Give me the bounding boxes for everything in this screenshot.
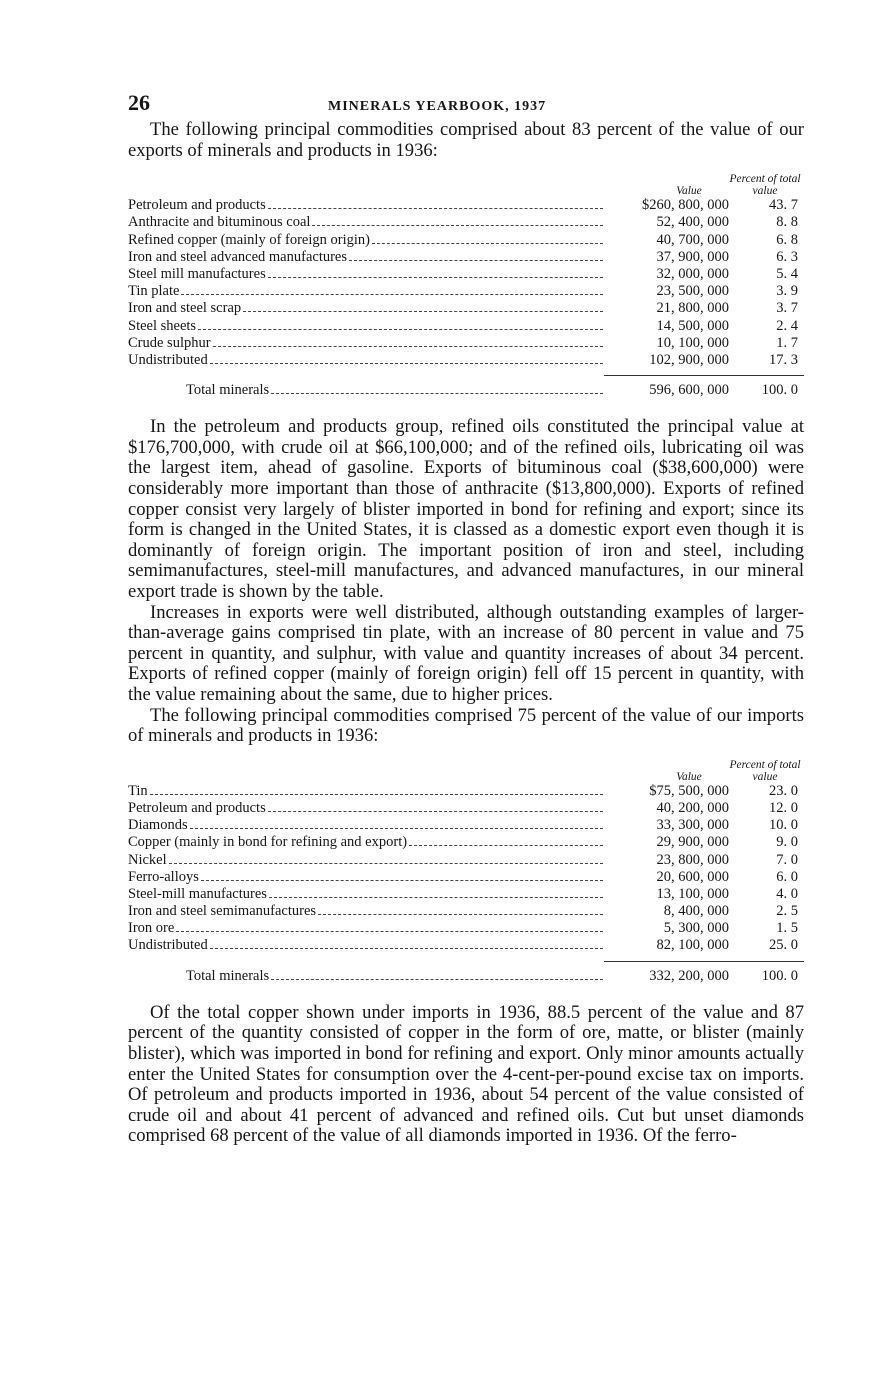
row-value: 13, 100, 000 bbox=[656, 885, 729, 902]
dot-leader bbox=[269, 897, 603, 898]
exports-table-body bbox=[128, 197, 804, 369]
exports-total-rule bbox=[604, 375, 804, 376]
dot-leader bbox=[176, 931, 603, 932]
dot-leader bbox=[271, 393, 603, 394]
table-row bbox=[128, 937, 804, 954]
row-percent: 25. 0 bbox=[769, 937, 798, 954]
table-row bbox=[128, 800, 804, 817]
row-label: Iron and steel advanced manufactures bbox=[128, 248, 348, 265]
imports-table-body bbox=[128, 783, 804, 955]
row-value: 596, 600, 000 bbox=[649, 382, 729, 399]
row-percent: 43. 7 bbox=[769, 197, 798, 214]
row-percent: 100. 0 bbox=[761, 967, 798, 984]
row-value: 332, 200, 000 bbox=[649, 967, 729, 984]
row-percent: 2. 4 bbox=[776, 317, 798, 334]
dot-leader bbox=[318, 914, 603, 915]
row-value: 21, 800, 000 bbox=[656, 300, 729, 317]
row-label: Iron and steel semimanufactures bbox=[128, 903, 317, 920]
row-percent: 9. 0 bbox=[776, 834, 798, 851]
row-label: Steel sheets bbox=[128, 317, 197, 334]
row-percent: 12. 0 bbox=[769, 799, 798, 816]
imports-col-value: Value bbox=[676, 770, 702, 783]
dot-leader bbox=[268, 277, 603, 278]
row-label: Copper (mainly in bond for refining and export) bbox=[128, 834, 408, 851]
row-value: 33, 300, 000 bbox=[656, 817, 729, 834]
row-label: Iron ore bbox=[128, 920, 175, 937]
exports-col-value: Value bbox=[676, 185, 702, 198]
row-label: Petroleum and products bbox=[128, 799, 266, 816]
row-percent: 6. 3 bbox=[776, 248, 798, 265]
row-percent: 1. 7 bbox=[776, 334, 798, 351]
dot-leader bbox=[271, 979, 603, 980]
row-label: Iron and steel scrap bbox=[128, 300, 242, 317]
table-row bbox=[128, 266, 804, 283]
dot-leader bbox=[409, 845, 603, 846]
table-row bbox=[128, 886, 804, 903]
dot-leader bbox=[268, 208, 603, 209]
row-value: 29, 900, 000 bbox=[656, 834, 729, 851]
row-label: Undistributed bbox=[128, 351, 208, 368]
row-label: Diamonds bbox=[128, 817, 188, 834]
table-row bbox=[128, 817, 804, 834]
row-value: 82, 100, 000 bbox=[656, 937, 729, 954]
row-percent: 23. 0 bbox=[769, 782, 798, 799]
dot-leader bbox=[349, 260, 603, 261]
table-row bbox=[128, 903, 804, 920]
row-label: Ferro-alloys bbox=[128, 868, 199, 885]
exports-total-row bbox=[128, 382, 804, 399]
dot-leader bbox=[372, 243, 603, 244]
row-label: Total minerals bbox=[186, 967, 270, 984]
exports-table-header bbox=[128, 163, 804, 197]
row-value: 32, 000, 000 bbox=[656, 265, 729, 282]
row-label: Steel-mill manufactures bbox=[128, 885, 267, 902]
row-percent: 8. 8 bbox=[776, 214, 798, 231]
dot-leader bbox=[169, 863, 603, 864]
imports-table-header bbox=[128, 749, 804, 783]
dot-leader bbox=[213, 346, 603, 347]
row-percent: 2. 5 bbox=[776, 903, 798, 920]
row-percent: 100. 0 bbox=[761, 382, 798, 399]
row-value: $75, 500, 000 bbox=[649, 782, 729, 799]
row-percent: 6. 8 bbox=[776, 231, 798, 248]
row-percent: 3. 7 bbox=[776, 300, 798, 317]
row-label: Total minerals bbox=[186, 382, 270, 399]
row-label: Nickel bbox=[128, 851, 167, 868]
dot-leader bbox=[312, 225, 603, 226]
copper-imports-paragraph: Of the total copper shown under imports in 1936, 88.5 percent of the value and 87 percent of the quantity consisted of copper in the form of ore, matte, or blister (mainly blister), which was imported in bond for refining and export. Only minor amounts actually enter the United States for consumption over the 4-cent-per-pound excise tax on imports. Of petroleum and products imported in 1936, about 54 percent of the value consisted of crude oil and about 41 percent of advanced and refined oils. Cut but unset diamonds comprised 68 percent of the value of all diamonds imported in 1936. Of the ferro- bbox=[128, 1001, 804, 1147]
row-value: 20, 600, 000 bbox=[656, 868, 729, 885]
dot-leader bbox=[268, 811, 603, 812]
row-label: Anthracite and bituminous coal bbox=[128, 214, 311, 231]
row-value: 40, 200, 000 bbox=[656, 799, 729, 816]
row-value: 14, 500, 000 bbox=[656, 317, 729, 334]
table-row bbox=[128, 318, 804, 335]
row-label: Crude sulphur bbox=[128, 334, 211, 351]
running-head: MINERALS YEARBOOK, 1937 bbox=[328, 99, 547, 114]
row-value: 23, 500, 000 bbox=[656, 283, 729, 300]
closing-text bbox=[128, 1003, 804, 1147]
increases-paragraph: Increases in exports were well distributed, although outstanding examples of larger-than-average gains comprised tin plate, with an increase of 80 percent in value and 75 percent in quantity, and sulphur, with value and quantity increases of about 34 percent. Exports of refined copper (mainly of foreign origin) fell off 15 percent in quantity, with the value remaining about the same, due to higher prices. bbox=[128, 601, 804, 705]
page-header bbox=[128, 90, 804, 120]
row-label: Tin bbox=[128, 782, 148, 799]
petroleum-paragraph: In the petroleum and products group, refined oils constituted the principal value at $176,700,000, with crude oil at $66,100,000; and of the refined oils, lubricating oil was the largest item, ahead of gasoline. Exports of bituminous coal ($38,600,000) were considerably more important than those of anthracite ($13,800,000). Exports of refined copper consist very largely of blister imported in bond for refining and export; since its form is changed in the United States, it is classed as a domestic export even though it is dominantly of foreign origin. The important position of iron and steel, including semimanufactures, steel-mill manufactures, and advanced manufactures, in our mineral export trade is shown by the table. bbox=[128, 416, 804, 602]
row-percent: 3. 9 bbox=[776, 283, 798, 300]
table-row bbox=[128, 249, 804, 266]
row-percent: 5. 4 bbox=[776, 265, 798, 282]
dot-leader bbox=[201, 880, 603, 881]
imports-table bbox=[128, 749, 804, 985]
table-row bbox=[128, 352, 804, 369]
table-row bbox=[128, 869, 804, 886]
exports-col-percent: Percent of total value bbox=[729, 173, 801, 198]
row-label: Refined copper (mainly of foreign origin) bbox=[128, 231, 370, 248]
table-row bbox=[128, 920, 804, 937]
imports-intro-paragraph: The following principal commodities comprised 75 percent of the value of our imports of minerals and products in 1936: bbox=[128, 704, 804, 747]
table-row bbox=[128, 283, 804, 300]
row-value: 52, 400, 000 bbox=[656, 214, 729, 231]
dot-leader bbox=[150, 794, 603, 795]
row-percent: 7. 0 bbox=[776, 851, 798, 868]
row-value: 8, 400, 000 bbox=[663, 903, 729, 920]
row-label: Steel mill manufactures bbox=[128, 265, 266, 282]
imports-total-rule bbox=[604, 961, 804, 962]
table-row bbox=[128, 300, 804, 317]
imports-total-row bbox=[128, 968, 804, 985]
dot-leader bbox=[243, 311, 603, 312]
row-value: 37, 900, 000 bbox=[656, 248, 729, 265]
table-row bbox=[128, 197, 804, 214]
page-number: 26 bbox=[128, 90, 150, 115]
middle-text bbox=[128, 417, 804, 747]
table-row bbox=[128, 834, 804, 851]
dot-leader bbox=[210, 363, 603, 364]
row-value: 5, 300, 000 bbox=[663, 920, 729, 937]
imports-col-percent: Percent of total value bbox=[729, 758, 801, 783]
row-value: 40, 700, 000 bbox=[656, 231, 729, 248]
row-label: Undistributed bbox=[128, 937, 208, 954]
dot-leader bbox=[210, 948, 603, 949]
dot-leader bbox=[190, 828, 603, 829]
row-value: 102, 900, 000 bbox=[649, 351, 729, 368]
row-value: 23, 800, 000 bbox=[656, 851, 729, 868]
table-row bbox=[128, 783, 804, 800]
table-row bbox=[128, 214, 804, 231]
document-page bbox=[128, 90, 804, 1147]
dot-leader bbox=[181, 294, 603, 295]
row-percent: 10. 0 bbox=[769, 817, 798, 834]
table-row bbox=[128, 335, 804, 352]
row-percent: 1. 5 bbox=[776, 920, 798, 937]
table-row bbox=[128, 852, 804, 869]
row-label: Tin plate bbox=[128, 283, 180, 300]
dot-leader bbox=[198, 329, 603, 330]
exports-table bbox=[128, 163, 804, 399]
row-label: Petroleum and products bbox=[128, 197, 266, 214]
exports-intro-paragraph: The following principal commodities comprised about 83 percent of the value of our exports of minerals and products in 1936: bbox=[128, 119, 804, 161]
row-percent: 17. 3 bbox=[769, 351, 798, 368]
row-percent: 6. 0 bbox=[776, 868, 798, 885]
row-value: $260, 800, 000 bbox=[642, 197, 729, 214]
table-row bbox=[128, 232, 804, 249]
row-value: 10, 100, 000 bbox=[656, 334, 729, 351]
row-percent: 4. 0 bbox=[776, 885, 798, 902]
